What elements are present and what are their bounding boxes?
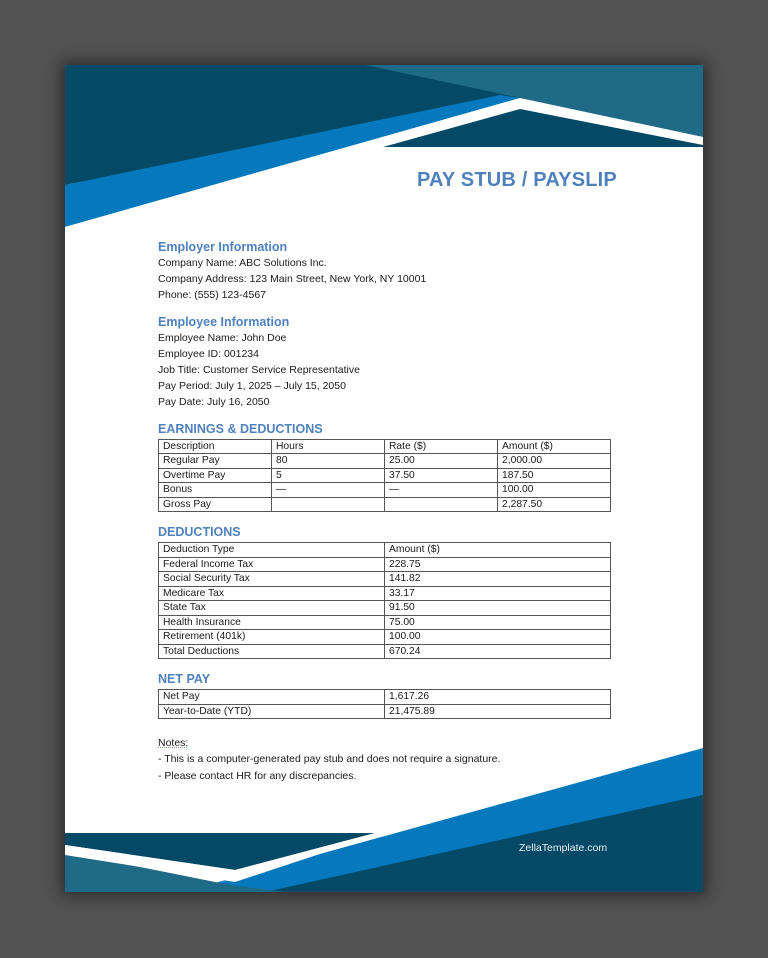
deductions-table xyxy=(158,542,611,659)
table-cell: 2,287.50 xyxy=(498,497,611,512)
table-row xyxy=(159,454,611,469)
table-row xyxy=(159,483,611,498)
table-cell: 228.75 xyxy=(385,557,611,572)
table-cell: 80 xyxy=(272,454,385,469)
table-cell: 100.00 xyxy=(498,483,611,498)
column-header: Amount ($) xyxy=(498,439,611,454)
table-cell xyxy=(385,497,498,512)
employer-section xyxy=(158,239,618,304)
note-line: - Please contact HR for any discrepancies. xyxy=(158,769,357,782)
table-cell: 33.17 xyxy=(385,586,611,601)
notes-label: Notes: xyxy=(158,737,189,750)
table-cell: Bonus xyxy=(159,483,272,498)
column-header: Deduction Type xyxy=(159,543,385,558)
note-line: - This is a computer-generated pay stub and does not require a signature. xyxy=(158,753,501,766)
net-pay-section xyxy=(158,671,618,719)
brand-watermark: ZellaTemplate.com xyxy=(519,842,608,854)
document-title: PAY STUB / PAYSLIP xyxy=(417,169,617,191)
table-row xyxy=(159,601,611,616)
table-row xyxy=(159,497,611,512)
table-row xyxy=(159,468,611,483)
deductions-section xyxy=(158,524,618,659)
table-cell: Medicare Tax xyxy=(159,586,385,601)
job-title: Job Title: Customer Service Representative xyxy=(158,364,360,377)
employer-heading: Employer Information xyxy=(158,240,288,254)
employee-section xyxy=(158,314,618,411)
table-cell: 37.50 xyxy=(385,468,498,483)
table-cell: 100.00 xyxy=(385,630,611,645)
table-cell: 75.00 xyxy=(385,615,611,630)
company-phone: Phone: (555) 123-4567 xyxy=(158,289,266,302)
pay-period: Pay Period: July 1, 2025 – July 15, 2050 xyxy=(158,380,346,393)
table-cell: Regular Pay xyxy=(159,454,272,469)
table-header-row xyxy=(159,543,611,558)
table-cell: Overtime Pay xyxy=(159,468,272,483)
table-cell: State Tax xyxy=(159,601,385,616)
table-row xyxy=(159,644,611,659)
table-cell: 187.50 xyxy=(498,468,611,483)
employee-name: Employee Name: John Doe xyxy=(158,331,287,344)
table-cell: 25.00 xyxy=(385,454,498,469)
deductions-heading: DEDUCTIONS xyxy=(158,525,241,540)
document-body xyxy=(158,239,618,784)
table-row xyxy=(159,586,611,601)
column-header: Amount ($) xyxy=(385,543,611,558)
earnings-section xyxy=(158,421,618,513)
table-cell: Retirement (401k) xyxy=(159,630,385,645)
earnings-table xyxy=(158,439,611,513)
pay-stub-page xyxy=(65,65,703,892)
table-cell: Social Security Tax xyxy=(159,572,385,587)
table-cell: Federal Income Tax xyxy=(159,557,385,572)
table-row xyxy=(159,615,611,630)
table-cell: 670.24 xyxy=(385,644,611,659)
table-cell: — xyxy=(272,483,385,498)
table-cell: 21,475.89 xyxy=(385,704,611,719)
employee-id: Employee ID: 001234 xyxy=(158,347,259,360)
table-cell: 91.50 xyxy=(385,601,611,616)
pay-date: Pay Date: July 16, 2050 xyxy=(158,396,270,409)
column-header: Description xyxy=(159,439,272,454)
table-row xyxy=(159,690,611,705)
notes-section xyxy=(158,735,618,784)
table-cell: 141.82 xyxy=(385,572,611,587)
earnings-heading: EARNINGS & DEDUCTIONS xyxy=(158,421,323,436)
table-row xyxy=(159,572,611,587)
table-cell: Health Insurance xyxy=(159,615,385,630)
column-header: Hours xyxy=(272,439,385,454)
net-pay-table xyxy=(158,689,611,719)
table-row xyxy=(159,557,611,572)
table-cell: — xyxy=(385,483,498,498)
table-cell: Total Deductions xyxy=(159,644,385,659)
table-cell: Year-to-Date (YTD) xyxy=(159,704,385,719)
table-cell: 2,000.00 xyxy=(498,454,611,469)
company-name: Company Name: ABC Solutions Inc. xyxy=(158,257,327,269)
company-address: Company Address: 123 Main Street, New York, NY 10001 xyxy=(158,273,427,286)
column-header: Rate ($) xyxy=(385,439,498,454)
employee-heading: Employee Information xyxy=(158,314,290,329)
table-cell: Gross Pay xyxy=(159,497,272,512)
table-header-row xyxy=(159,439,611,454)
table-row xyxy=(159,704,611,719)
table-cell: 5 xyxy=(272,468,385,483)
table-row xyxy=(159,630,611,645)
table-cell: Net Pay xyxy=(159,690,385,705)
net-pay-heading: NET PAY xyxy=(158,672,211,687)
table-cell xyxy=(272,497,385,512)
table-cell: 1,617.26 xyxy=(385,690,611,705)
